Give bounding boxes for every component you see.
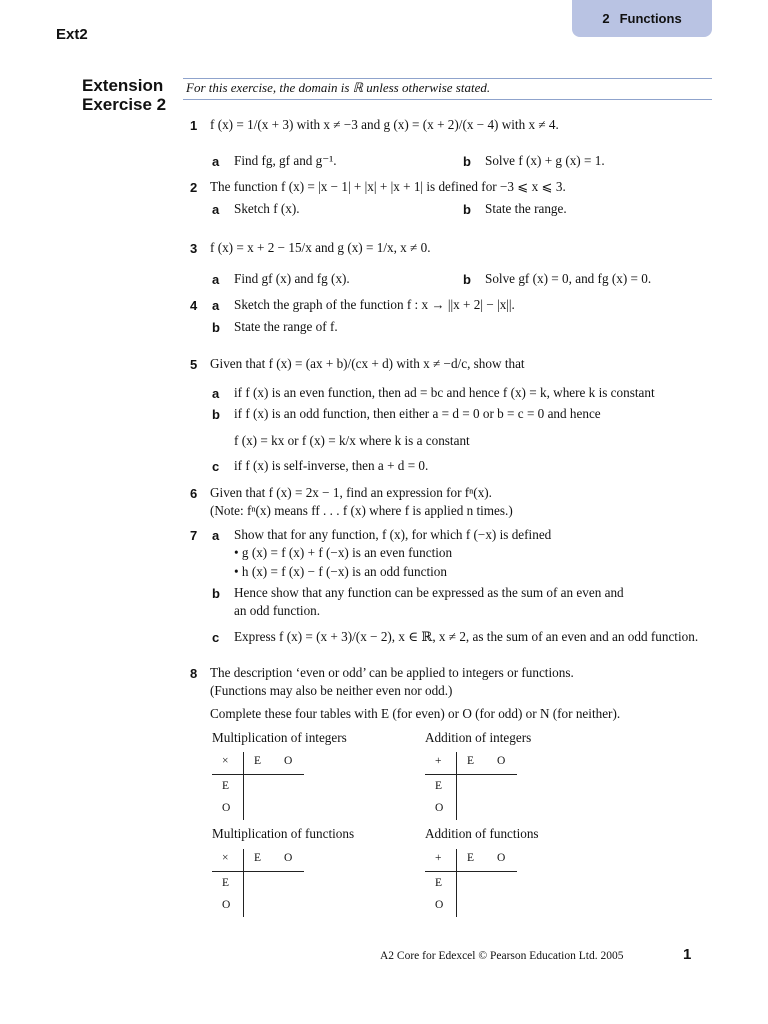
table-multiplication-functions <box>212 849 304 917</box>
part-text: Express f (x) = (x + 3)/(x − 2), x ∈ ℝ, x ≠ 2, as the sum of an even and an odd function. <box>234 629 699 644</box>
chapter-title: Functions <box>619 11 682 26</box>
row-header: O <box>222 899 231 911</box>
column-header: O <box>497 755 506 767</box>
question-stem: f (x) = x + 2 − 15/x and g (x) = 1/x, x ≠ 0. <box>210 240 431 255</box>
question-number: 7 <box>190 528 198 543</box>
part-text: State the range. <box>485 201 567 216</box>
page-number: 1 <box>683 946 692 963</box>
part-label: a <box>212 528 220 543</box>
bottom-rule <box>183 99 712 100</box>
row-header: E <box>222 780 230 792</box>
part-label: c <box>212 630 220 645</box>
part-text-continued: an odd function. <box>234 603 321 618</box>
question-number: 2 <box>190 180 198 195</box>
operator-symbol: + <box>435 852 442 864</box>
part-text: Solve gf (x) = 0, and fg (x) = 0. <box>485 271 652 286</box>
column-header: O <box>284 852 293 864</box>
table-vertical-line <box>456 752 457 820</box>
part-text-continued: f (x) = kx or f (x) = k/x where k is a constant <box>234 433 470 448</box>
row-header: O <box>435 802 444 814</box>
part-label: a <box>212 298 220 313</box>
row-header: O <box>435 899 444 911</box>
part-text: if f (x) is an even function, then ad = bc and hence f (x) = k, where k is constant <box>234 385 655 400</box>
footer-credit: A2 Core for Edexcel © Pearson Education Ltd. 2005 <box>380 950 624 962</box>
column-header: O <box>284 755 293 767</box>
chapter-number: 2 <box>602 11 610 26</box>
part-label: a <box>212 386 220 401</box>
table-horizontal-line <box>425 774 517 775</box>
part-label: b <box>463 154 471 169</box>
chapter-tab <box>572 0 712 37</box>
row-header: E <box>222 877 230 889</box>
part-text: Find gf (x) and fg (x). <box>234 271 350 286</box>
table-vertical-line <box>243 849 244 917</box>
column-header: E <box>254 755 262 767</box>
question-number: 8 <box>190 666 198 681</box>
top-rule <box>183 78 712 79</box>
exercise-title-line1: Extension <box>82 76 164 95</box>
question-line: Complete these four tables with E (for even) or O (for odd) or N (for neither). <box>210 706 621 721</box>
exercise-code: Ext2 <box>56 26 88 43</box>
domain-note: For this exercise, the domain is ℝ unless otherwise stated. <box>186 80 491 95</box>
part-text: Solve f (x) + g (x) = 1. <box>485 153 605 168</box>
table-addition-integers <box>425 752 517 820</box>
part-label: a <box>212 272 220 287</box>
part-text: Hence show that any function can be expressed as the sum of an even and <box>234 585 624 600</box>
part-text: Show that for any function, f (x), for which f (−x) is defined <box>234 527 552 542</box>
part-label: b <box>463 202 471 217</box>
operator-symbol: + <box>435 755 442 767</box>
operator-symbol: × <box>222 755 229 767</box>
table-addition-functions <box>425 849 517 917</box>
column-header: E <box>467 755 475 767</box>
part-label: b <box>212 407 220 422</box>
bullet-text: g (x) = f (x) + f (−x) is an even function <box>241 545 453 560</box>
column-header: E <box>467 852 475 864</box>
column-header: O <box>497 852 506 864</box>
table-multiplication-integers <box>212 752 304 820</box>
part-text: if f (x) is an odd function, then either a = d = 0 or b = c = 0 and hence <box>234 406 601 421</box>
table-title: Addition of functions <box>425 826 539 841</box>
column-header: E <box>254 852 262 864</box>
table-vertical-line <box>456 849 457 917</box>
table-horizontal-line <box>212 871 304 872</box>
table-horizontal-line <box>425 871 517 872</box>
question-number: 1 <box>190 118 198 133</box>
row-header: E <box>435 780 443 792</box>
part-label: b <box>212 586 220 601</box>
row-header: E <box>435 877 443 889</box>
exercise-title <box>82 76 166 114</box>
part-text: if f (x) is self-inverse, then a + d = 0. <box>234 458 429 473</box>
table-vertical-line <box>243 752 244 820</box>
question-stem: Given that f (x) = 2x − 1, find an expression for fⁿ(x). <box>210 485 492 500</box>
part-label: b <box>463 272 471 287</box>
question-number: 5 <box>190 357 198 372</box>
part-text: State the range of f. <box>234 319 338 334</box>
table-title: Multiplication of functions <box>212 826 355 841</box>
row-header: O <box>222 802 231 814</box>
part-label: b <box>212 320 220 335</box>
table-title: Addition of integers <box>425 730 532 745</box>
part-label: a <box>212 154 220 169</box>
bullet-item: • g (x) = f (x) + f (−x) is an even function <box>234 545 453 560</box>
bullet-text: h (x) = f (x) − f (−x) is an odd function <box>241 564 447 579</box>
question-stem: The function f (x) = |x − 1| + |x| + |x + 1| is defined for −3 ⩽ x ⩽ 3. <box>210 179 566 194</box>
part-label: c <box>212 459 220 474</box>
table-title: Multiplication of integers <box>212 730 347 745</box>
question-number: 3 <box>190 241 198 256</box>
question-number: 6 <box>190 486 198 501</box>
table-horizontal-line <box>212 774 304 775</box>
part-text: Find fg, gf and g⁻¹. <box>234 153 337 168</box>
question-number: 4 <box>190 298 198 313</box>
exercise-title-line2: Exercise 2 <box>82 95 167 114</box>
question-stem: f (x) = 1/(x + 3) with x ≠ −3 and g (x) = (x + 2)/(x − 4) with x ≠ 4. <box>210 117 559 132</box>
part-label: a <box>212 202 220 217</box>
question-note: (Note: fⁿ(x) means ff . . . f (x) where f is applied n times.) <box>210 503 513 518</box>
part-text: Sketch f (x). <box>234 201 300 216</box>
question-stem: Given that f (x) = (ax + b)/(cx + d) with x ≠ −d/c, show that <box>210 356 525 371</box>
question-line: The description ‘even or odd’ can be applied to integers or functions. <box>210 665 574 680</box>
part-text: Sketch the graph of the function f : x → ||x + 2| − |x||. <box>234 297 515 312</box>
bullet-item: • h (x) = f (x) − f (−x) is an odd function <box>234 564 447 579</box>
operator-symbol: × <box>222 852 229 864</box>
question-line: (Functions may also be neither even nor odd.) <box>210 683 453 698</box>
